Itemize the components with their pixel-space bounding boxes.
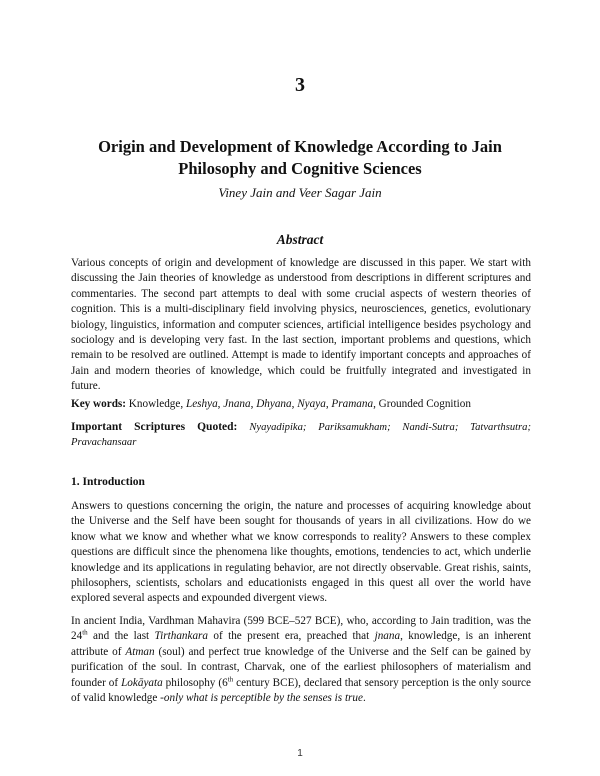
title-line-1: Origin and Development of Knowledge According to Jain xyxy=(98,137,502,156)
superscript: th xyxy=(227,674,234,683)
text-run: philosophy (6 xyxy=(162,676,228,689)
keyword: Grounded Cognition xyxy=(378,398,471,410)
separator: , xyxy=(217,398,224,410)
scriptures-list: Nyayadipika; Pariksamukham; Nandi-Sutra; Tatvarthsutra; Pravachansaar xyxy=(71,422,532,449)
abstract-heading: Abstract xyxy=(276,232,324,247)
text-run: In ancient India, Vardhman Mahavira (599 BCE–527 BCE), who, according to Jain tradition, was the 24 xyxy=(71,615,531,643)
separator: , xyxy=(373,398,379,410)
term: Tirthankara xyxy=(154,630,209,643)
intro-paragraph-2 xyxy=(71,614,531,706)
important-scriptures xyxy=(71,420,531,451)
paper-title xyxy=(60,136,540,180)
separator: , xyxy=(250,398,257,410)
text-run: . xyxy=(362,692,366,705)
term: jnana xyxy=(374,630,401,643)
text-run: , knowledge, is an inherent attribute of xyxy=(71,630,531,658)
keyword: Jnana xyxy=(223,398,251,410)
keyword: Pramana xyxy=(331,398,374,410)
separator: , xyxy=(325,398,332,410)
separator: , xyxy=(291,398,298,410)
scriptures-label: Important Scriptures Quoted: xyxy=(71,421,238,433)
superscript: th xyxy=(82,628,88,637)
keyword: Dhyana xyxy=(256,398,292,410)
intro-paragraph-1: Answers to questions concerning the origin, the nature and processes of acquiring knowledge about the Universe and the Self have been sought for thousands of years in all civilizations. How do we know what we know and whether what we know corresponds to reality? Answers to these complex questions are difficult since the phenomena like thoughts, emotions, tendencies to act, which underlie knowledge and its applications in regulating behavior, are not directly observable. Great rishis, saints, philosophers, scientists, scholars and educationists engaged in this quest all over the world have explored several aspects and expounded divergent views. xyxy=(71,500,531,605)
keywords-label: Key words: xyxy=(71,398,126,410)
text-run: of the present era, preached that xyxy=(208,630,375,643)
authors: Viney Jain and Veer Sagar Jain xyxy=(218,185,382,200)
chapter-number: 3 xyxy=(295,74,305,96)
term: Lokāyata xyxy=(121,676,163,689)
text-run: (soul) and perfect true knowledge of the Universe and the Self can be gained by purification of the soul. In contrast, Charvak, one of the earliest philosophers of materialism and founder of xyxy=(71,645,531,689)
keyword: Nyaya xyxy=(297,398,326,410)
abstract-text: Various concepts of origin and development of knowledge are discussed in this paper. We start with discussing the Jain theories of knowledge as understood from descriptions in different scriptures and commentaries. The second part attempts to deal with some crucial aspects of western theories of cognition. This is a multi-disciplinary field involving physics, neurosciences, genetics, evolutionary biology, linguistics, information and computer sciences, artificial intelligence besides psychology and sociology and is developing very fast. In the last section, important problems and questions, which remain to be resolved are outlined. Attempt is made to identify important concepts and approaches of Jain and modern theories of knowledge, which could be fruitfully integrated and investigated in future. xyxy=(71,257,531,393)
text-run: and the last xyxy=(87,630,155,643)
text-run: century BCE), declared that sensory perception is the only source of valid knowledge - xyxy=(71,676,531,705)
keywords xyxy=(71,397,531,412)
term: Atman xyxy=(125,645,155,658)
keyword: Leshya xyxy=(185,398,218,410)
section-heading: 1. Introduction xyxy=(71,476,145,488)
page-number: 1 xyxy=(297,748,303,759)
quote: only what is perceptible by the senses is true xyxy=(163,692,363,705)
title-line-2: Philosophy and Cognitive Sciences xyxy=(178,159,422,178)
keyword: Knowledge, xyxy=(128,398,184,410)
